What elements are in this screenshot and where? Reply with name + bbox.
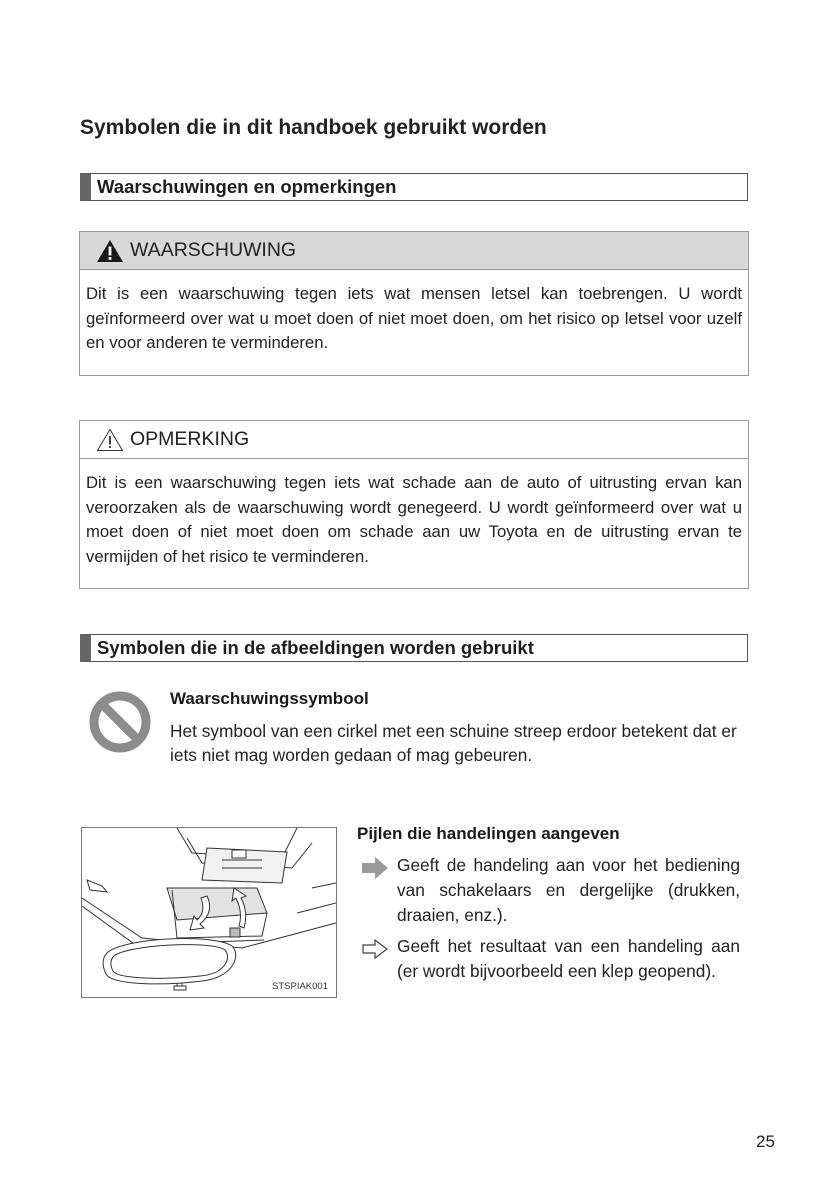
page-number: 25: [756, 1132, 775, 1151]
arrow-item-text: Geeft het resultaat van een handeling aan (er wordt bijvoorbeeld een klep geopend).: [397, 936, 740, 981]
notice-box: [79, 420, 749, 589]
arrows-title: Pijlen die handelingen aangeven: [357, 824, 620, 843]
prohibition-symbol-text: Het symbool van een cirkel met een schuine streep erdoor betekent dat er iets niet mag worden gedaan of mag gebeuren.: [170, 721, 737, 765]
outline-arrow-icon: [362, 938, 388, 960]
arrow-item: [362, 853, 740, 928]
section-heading-label: Symbolen die in de afbeeldingen worden gebruikt: [97, 637, 534, 658]
overhead-console-drawing: [82, 828, 336, 997]
solid-arrow-icon: [362, 857, 388, 879]
warning-box: [79, 231, 749, 376]
warning-text: Dit is een waarschuwing tegen iets wat mensen letsel kan toebrengen. U wordt geïnformeerd over wat u moet doen of niet moet doen, om het risico op letsel voor uzelf en voor anderen te verminderen.: [86, 284, 742, 352]
warning-box-header: [80, 232, 748, 270]
section-heading-warnings: [80, 173, 748, 201]
page-title: Symbolen die in dit handboek gebruikt worden: [80, 116, 547, 139]
figure-code: STSPIAK001: [272, 981, 328, 992]
arrow-item-text: Geeft de handeling aan voor het bediening van schakelaars en dergelijke (drukken, draaien, enz.).: [397, 855, 740, 925]
section-heading-symbols: [80, 634, 748, 662]
notice-box-header: [80, 421, 748, 459]
arrow-item: [362, 934, 740, 984]
warning-label: WAARSCHUWING: [130, 239, 297, 261]
notice-text: Dit is een waarschuwing tegen iets wat schade aan de auto of uitrusting ervan kan veroorzaken als de waarschuwing wordt genegeerd. U wordt geïnformeerd over wat u moet doen of niet moet doen om schade aan uw Toyota en de uitrusting ervan te vermijden of het risico te verminderen.: [86, 473, 742, 566]
warning-triangle-icon: [96, 239, 124, 263]
overhead-console-illustration: [81, 827, 337, 998]
prohibition-symbol-title: Waarschuwingssymbool: [170, 689, 369, 708]
notice-label: OPMERKING: [130, 428, 250, 450]
prohibition-icon: [88, 690, 152, 754]
caution-triangle-outline-icon: [96, 428, 124, 452]
section-heading-label: Waarschuwingen en opmerkingen: [97, 176, 397, 197]
